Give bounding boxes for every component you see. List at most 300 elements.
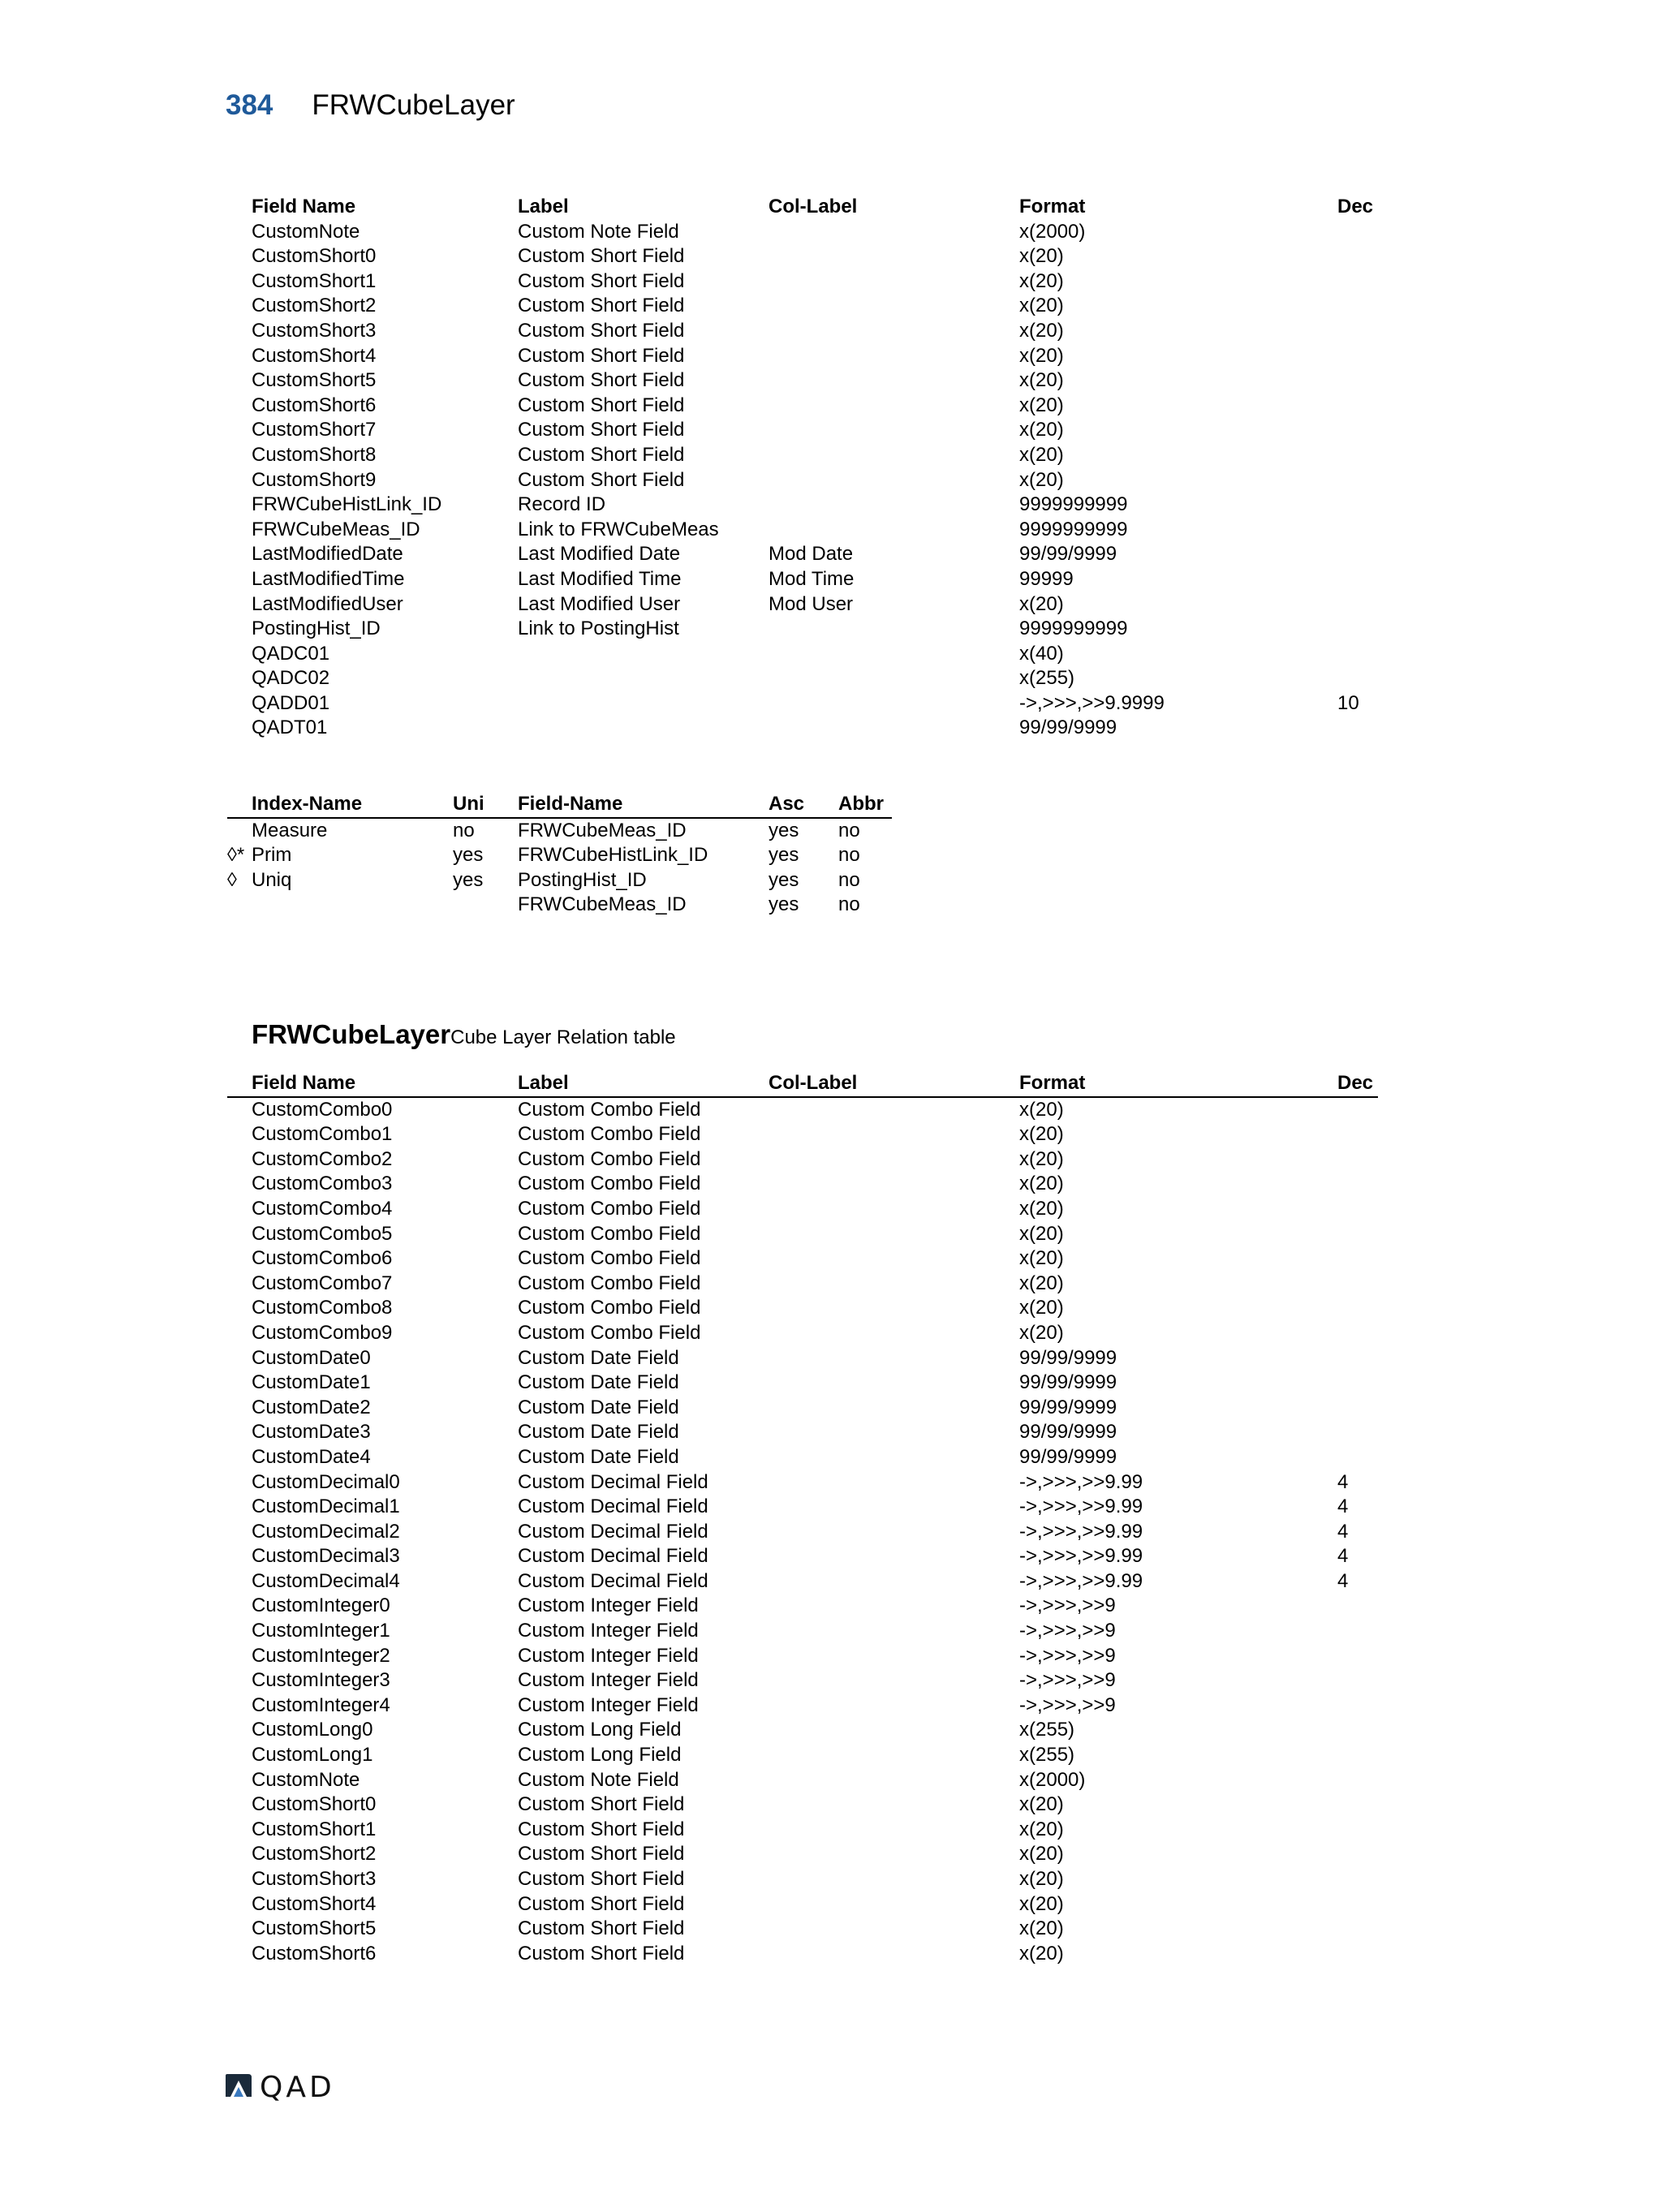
marker-cell [227, 294, 252, 319]
col-label-cell [769, 269, 1019, 295]
format-cell: 99/99/9999 [1019, 1396, 1117, 1418]
format-cell: x(20) [1019, 592, 1064, 615]
dec-cell [1337, 468, 1378, 493]
dec-cell [1337, 617, 1378, 642]
dec-cell [1337, 1693, 1378, 1719]
col-label-cell [769, 220, 1019, 245]
dec-cell [1337, 418, 1378, 443]
index-name-cell [252, 893, 453, 918]
table-row [227, 1569, 1378, 1594]
table-row [227, 493, 1378, 518]
marker-cell [227, 1172, 252, 1197]
col-label-cell [769, 1569, 1019, 1594]
dec-cell [1337, 1346, 1378, 1371]
column-header: Dec [1337, 196, 1374, 217]
marker-cell [227, 1147, 252, 1173]
col-label-cell [769, 368, 1019, 394]
dec-cell [1337, 1321, 1378, 1346]
col-label-cell [769, 244, 1019, 269]
format-cell: x(20) [1019, 1098, 1064, 1121]
marker-cell [227, 1122, 252, 1147]
table-row [227, 666, 1378, 691]
label-cell: Custom Short Field [518, 369, 685, 392]
asc-cell: yes [769, 893, 799, 916]
format-cell: ->,>>>,>>9.99 [1019, 1545, 1143, 1568]
format-cell: x(2000) [1019, 220, 1086, 243]
table-row [227, 1743, 1378, 1768]
marker-cell [227, 1197, 252, 1222]
abbr-cell: no [838, 868, 860, 891]
marker-cell [227, 1272, 252, 1297]
col-label-cell [769, 1222, 1019, 1247]
label-cell: Last Modified User [518, 592, 681, 615]
table-row [227, 1272, 1378, 1297]
format-cell: x(255) [1019, 667, 1075, 690]
label-cell: Custom Date Field [518, 1346, 679, 1369]
table-row [227, 269, 1378, 295]
marker-cell [227, 269, 252, 295]
label-cell: Custom Combo Field [518, 1272, 701, 1294]
format-cell: ->,>>>,>>9.99 [1019, 1569, 1143, 1592]
field-name-cell: QADT01 [252, 717, 328, 739]
marker-cell [227, 1520, 252, 1545]
format-cell: 9999999999 [1019, 493, 1128, 516]
page-number: 384 [226, 89, 273, 121]
marker-cell [227, 567, 252, 592]
dec-cell [1337, 1272, 1378, 1297]
dec-cell [1337, 642, 1378, 667]
field-name-cell: CustomShort2 [252, 1843, 377, 1866]
dec-cell: 4 [1337, 1520, 1349, 1543]
marker-cell [227, 1420, 252, 1445]
col-label-cell [769, 1470, 1019, 1495]
table-row [227, 220, 1378, 245]
table-row [227, 1718, 1378, 1743]
label-cell: Custom Combo Field [518, 1098, 701, 1121]
field-name-cell: CustomShort2 [252, 295, 377, 317]
label-cell: Custom Short Field [518, 245, 685, 268]
table-row [227, 542, 1378, 567]
index-name-cell: Measure [252, 819, 328, 841]
field-name-cell: CustomDecimal2 [252, 1520, 400, 1543]
col-label-cell [769, 691, 1019, 717]
label-cell: Custom Combo Field [518, 1123, 701, 1146]
column-header: Format [1019, 1071, 1337, 1097]
col-label-cell [769, 1520, 1019, 1545]
table-row [227, 368, 1378, 394]
table-row [227, 1197, 1378, 1222]
table-row [227, 518, 1378, 543]
col-label-cell [769, 716, 1019, 741]
table-row [227, 1917, 1378, 1942]
format-cell: x(20) [1019, 1173, 1064, 1195]
dec-cell: 4 [1337, 1470, 1349, 1493]
fields-table-body [227, 220, 1378, 741]
dec-cell [1337, 493, 1378, 518]
dec-cell [1337, 1246, 1378, 1272]
marker-cell [227, 319, 252, 344]
format-cell: x(20) [1019, 419, 1064, 441]
dec-cell [1337, 1668, 1378, 1693]
format-cell: x(20) [1019, 1917, 1064, 1940]
unique-cell: no [453, 819, 475, 841]
label-cell: Custom Short Field [518, 1793, 685, 1816]
format-cell: 9999999999 [1019, 518, 1128, 540]
col-label-cell [769, 294, 1019, 319]
col-label-cell [769, 1346, 1019, 1371]
label-cell: Custom Long Field [518, 1719, 682, 1741]
unique-cell [453, 893, 518, 918]
field-name-cell: CustomDate3 [252, 1421, 371, 1444]
field-name-cell: CustomDecimal3 [252, 1545, 400, 1568]
table-row [227, 1445, 1378, 1470]
format-cell: ->,>>>,>>9.99 [1019, 1495, 1143, 1518]
dec-cell [1337, 1122, 1378, 1147]
table-row [227, 244, 1378, 269]
index-table [227, 792, 892, 918]
table-row [227, 716, 1378, 741]
dec-cell: 4 [1337, 1545, 1349, 1568]
label-cell: Custom Date Field [518, 1396, 679, 1418]
table-row [227, 468, 1378, 493]
field-name-cell: CustomShort3 [252, 319, 377, 342]
marker-cell [227, 1644, 252, 1669]
col-label-cell [769, 1818, 1019, 1843]
logo-text: QAD [260, 2071, 335, 2104]
column-header: Label [518, 1071, 769, 1097]
fields-table-body [227, 1097, 1378, 1967]
col-label-cell [769, 1867, 1019, 1892]
col-label-cell [769, 1147, 1019, 1173]
dec-cell [1337, 1743, 1378, 1768]
field-name-cell: CustomShort4 [252, 1892, 377, 1915]
table-row [227, 567, 1378, 592]
marker-header [227, 195, 252, 220]
field-name-cell: CustomInteger2 [252, 1644, 390, 1667]
column-header: Field Name [252, 196, 356, 217]
col-label-cell [769, 518, 1019, 543]
col-label-cell [769, 1296, 1019, 1321]
field-name-cell: LastModifiedUser [252, 592, 403, 615]
marker-cell [227, 1371, 252, 1396]
col-label-cell: Mod User [769, 592, 854, 615]
col-label-cell [769, 493, 1019, 518]
marker-cell [227, 1296, 252, 1321]
label-cell: Link to FRWCubeMeas [518, 518, 719, 540]
asc-cell: yes [769, 844, 799, 867]
label-cell: Custom Combo Field [518, 1297, 701, 1319]
format-cell: 99/99/9999 [1019, 1445, 1117, 1468]
table-row [227, 1470, 1378, 1495]
label-cell: Custom Decimal Field [518, 1545, 708, 1568]
label-cell: Custom Short Field [518, 1868, 685, 1890]
table-row [227, 294, 1378, 319]
table-row [227, 1792, 1378, 1818]
format-cell: x(20) [1019, 468, 1064, 491]
marker-cell [227, 642, 252, 667]
col-label-cell [769, 1544, 1019, 1569]
column-header: Col-Label [769, 1071, 1019, 1097]
label-cell: Custom Integer Field [518, 1693, 699, 1716]
index-field-name-cell: FRWCubeHistLink_ID [518, 844, 708, 867]
table-row [227, 1122, 1378, 1147]
abbr-cell: no [838, 819, 860, 841]
table-row [227, 1768, 1378, 1793]
dec-cell [1337, 1917, 1378, 1942]
column-header: Label [518, 196, 569, 217]
format-cell: x(20) [1019, 1197, 1064, 1220]
marker-cell [227, 1718, 252, 1743]
col-label-cell [769, 1842, 1019, 1867]
label-cell: Custom Short Field [518, 269, 685, 292]
marker-cell [227, 542, 252, 567]
marker-cell [227, 1495, 252, 1520]
table-row [227, 1842, 1378, 1867]
label-cell: Custom Decimal Field [518, 1569, 708, 1592]
table-row [227, 1693, 1378, 1719]
label-cell: Custom Note Field [518, 1768, 679, 1791]
field-name-cell: CustomShort1 [252, 1818, 377, 1840]
table-row [227, 1222, 1378, 1247]
label-cell [518, 716, 769, 741]
label-cell: Custom Decimal Field [518, 1470, 708, 1493]
format-cell: x(20) [1019, 1793, 1064, 1816]
unique-cell: yes [453, 844, 484, 867]
field-name-cell: CustomShort0 [252, 1793, 377, 1816]
field-name-cell: CustomDate2 [252, 1396, 371, 1418]
field-name-cell: LastModifiedTime [252, 567, 405, 590]
format-cell: ->,>>>,>>9 [1019, 1594, 1116, 1617]
table-row [227, 893, 892, 918]
label-cell: Custom Combo Field [518, 1197, 701, 1220]
label-cell: Custom Decimal Field [518, 1495, 708, 1518]
index-table-body [227, 818, 892, 918]
label-cell: Custom Decimal Field [518, 1520, 708, 1543]
format-cell: x(20) [1019, 1222, 1064, 1245]
table-row [227, 1172, 1378, 1197]
dec-cell [1337, 1818, 1378, 1843]
col-label-cell [769, 1197, 1019, 1222]
marker-cell [227, 1544, 252, 1569]
col-label-cell [769, 1718, 1019, 1743]
col-label-cell [769, 617, 1019, 642]
marker-cell [227, 1842, 252, 1867]
field-name-cell: CustomCombo2 [252, 1147, 393, 1170]
field-name-cell: CustomDate1 [252, 1371, 371, 1394]
format-cell: x(20) [1019, 1272, 1064, 1294]
format-cell: x(255) [1019, 1744, 1075, 1767]
table-row [227, 617, 1378, 642]
field-name-cell: CustomDecimal4 [252, 1569, 400, 1592]
col-label-cell [769, 1445, 1019, 1470]
column-header: Format [1019, 196, 1086, 217]
field-name-cell: CustomCombo1 [252, 1123, 393, 1146]
col-label-cell [769, 1371, 1019, 1396]
marker-cell [227, 1321, 252, 1346]
label-cell [518, 642, 769, 667]
col-label-cell [769, 1917, 1019, 1942]
dec-cell [1337, 1197, 1378, 1222]
format-cell: 99999 [1019, 567, 1074, 590]
field-name-cell: FRWCubeMeas_ID [252, 518, 420, 540]
dec-cell [1337, 1172, 1378, 1197]
field-name-cell: CustomInteger0 [252, 1594, 390, 1617]
label-cell: Custom Integer Field [518, 1594, 699, 1617]
marker-cell [227, 1346, 252, 1371]
marker-cell [227, 344, 252, 369]
label-cell: Custom Note Field [518, 220, 679, 243]
format-cell: x(20) [1019, 1868, 1064, 1890]
marker-cell [227, 1246, 252, 1272]
field-name-cell: CustomLong0 [252, 1719, 373, 1741]
dec-cell [1337, 1445, 1378, 1470]
unique-cell: yes [453, 868, 484, 891]
marker-header [227, 1071, 252, 1097]
label-cell: Custom Combo Field [518, 1321, 701, 1344]
table-row [227, 1818, 1378, 1843]
table-row [227, 319, 1378, 344]
format-cell: ->,>>>,>>9 [1019, 1669, 1116, 1692]
col-label-cell [769, 1594, 1019, 1619]
label-cell: Custom Long Field [518, 1744, 682, 1767]
col-label-cell [769, 1942, 1019, 1967]
qad-logo-icon [224, 2072, 253, 2102]
marker-cell [227, 691, 252, 717]
section-description: Cube Layer Relation table [450, 1026, 676, 1048]
fields-table [227, 1071, 1378, 1966]
label-cell: Custom Short Field [518, 1892, 685, 1915]
marker-cell [227, 1768, 252, 1793]
marker-cell [227, 443, 252, 468]
format-cell: ->,>>>,>>9.9999 [1019, 691, 1165, 714]
column-header: Abbr [838, 792, 892, 818]
table-row [227, 1942, 1378, 1967]
field-name-cell: CustomDate4 [252, 1445, 371, 1468]
col-label-cell: Mod Time [769, 567, 855, 590]
field-name-cell: CustomShort6 [252, 1942, 377, 1965]
fields-table [227, 195, 1378, 741]
label-cell: Custom Short Field [518, 1917, 685, 1940]
format-cell: x(20) [1019, 1942, 1064, 1965]
format-cell: 99/99/9999 [1019, 717, 1117, 739]
marker-cell [227, 592, 252, 618]
field-name-cell: CustomShort3 [252, 1868, 377, 1890]
format-cell: x(20) [1019, 245, 1064, 268]
format-cell: x(255) [1019, 1719, 1075, 1741]
dec-cell [1337, 1396, 1378, 1421]
dec-cell [1337, 220, 1378, 245]
dec-cell [1337, 1594, 1378, 1619]
col-label-cell: Mod Date [769, 543, 854, 566]
field-name-cell: CustomNote [252, 1768, 360, 1791]
format-cell: ->,>>>,>>9 [1019, 1693, 1116, 1716]
field-name-cell: CustomLong1 [252, 1744, 373, 1767]
field-name-cell: CustomCombo7 [252, 1272, 393, 1294]
field-name-cell: CustomInteger1 [252, 1620, 390, 1642]
column-header: Asc [769, 792, 838, 818]
label-cell: Custom Short Field [518, 1942, 685, 1965]
marker-cell [227, 418, 252, 443]
index-name-cell: Uniq [252, 868, 292, 891]
table-row [227, 1246, 1378, 1272]
col-label-cell [769, 1246, 1019, 1272]
col-label-cell [769, 1420, 1019, 1445]
field-name-cell: CustomCombo0 [252, 1098, 393, 1121]
col-label-cell [769, 1743, 1019, 1768]
index-marker-cell: ◊* [227, 844, 245, 867]
format-cell: x(20) [1019, 269, 1064, 292]
marker-cell [227, 1619, 252, 1644]
label-cell: Custom Combo Field [518, 1147, 701, 1170]
col-label-cell [769, 642, 1019, 667]
field-name-cell: CustomCombo8 [252, 1297, 393, 1319]
dec-cell [1337, 443, 1378, 468]
section-name: FRWCubeLayer [252, 1019, 451, 1049]
col-label-cell [769, 1693, 1019, 1719]
label-cell: Custom Short Field [518, 468, 685, 491]
format-cell: 9999999999 [1019, 618, 1128, 640]
marker-cell [227, 716, 252, 741]
marker-cell [227, 1892, 252, 1917]
label-cell: Custom Integer Field [518, 1669, 699, 1692]
label-cell: Custom Short Field [518, 1843, 685, 1866]
format-cell: ->,>>>,>>9.99 [1019, 1470, 1143, 1493]
label-cell: Custom Short Field [518, 1818, 685, 1840]
marker-cell [227, 493, 252, 518]
format-cell: x(20) [1019, 1297, 1064, 1319]
field-name-cell: PostingHist_ID [252, 618, 381, 640]
col-label-cell [769, 1122, 1019, 1147]
format-cell: x(2000) [1019, 1768, 1086, 1791]
page-title: FRWCubeLayer [312, 89, 515, 121]
field-name-cell: CustomDecimal1 [252, 1495, 400, 1518]
table-row [227, 418, 1378, 443]
table-row [227, 1644, 1378, 1669]
table-row [227, 1668, 1378, 1693]
dec-cell [1337, 1792, 1378, 1818]
field-name-cell: CustomShort5 [252, 1917, 377, 1940]
format-cell: x(20) [1019, 319, 1064, 342]
dec-cell [1337, 344, 1378, 369]
col-label-cell [769, 1644, 1019, 1669]
dec-cell [1337, 294, 1378, 319]
field-name-cell: CustomCombo4 [252, 1197, 393, 1220]
label-cell: Custom Combo Field [518, 1247, 701, 1270]
col-label-cell [769, 394, 1019, 419]
table-row [227, 1520, 1378, 1545]
label-cell: Custom Short Field [518, 394, 685, 416]
label-cell: Custom Date Field [518, 1371, 679, 1394]
field-name-cell: CustomCombo9 [252, 1321, 393, 1344]
col-label-cell [769, 1768, 1019, 1793]
label-cell [518, 666, 769, 691]
table-header-row [227, 792, 892, 818]
dec-cell [1337, 1942, 1378, 1967]
dec-cell [1337, 716, 1378, 741]
table-row [227, 642, 1378, 667]
column-header: Col-Label [769, 196, 858, 217]
dec-cell [1337, 1768, 1378, 1793]
field-name-cell: CustomNote [252, 220, 360, 243]
format-cell: x(20) [1019, 443, 1064, 466]
dec-cell [1337, 1718, 1378, 1743]
marker-cell [227, 1668, 252, 1693]
field-name-cell: QADC01 [252, 642, 330, 665]
marker-cell [227, 1396, 252, 1421]
field-name-cell: LastModifiedDate [252, 543, 403, 566]
field-name-cell: CustomInteger4 [252, 1693, 390, 1716]
table-row [227, 1867, 1378, 1892]
